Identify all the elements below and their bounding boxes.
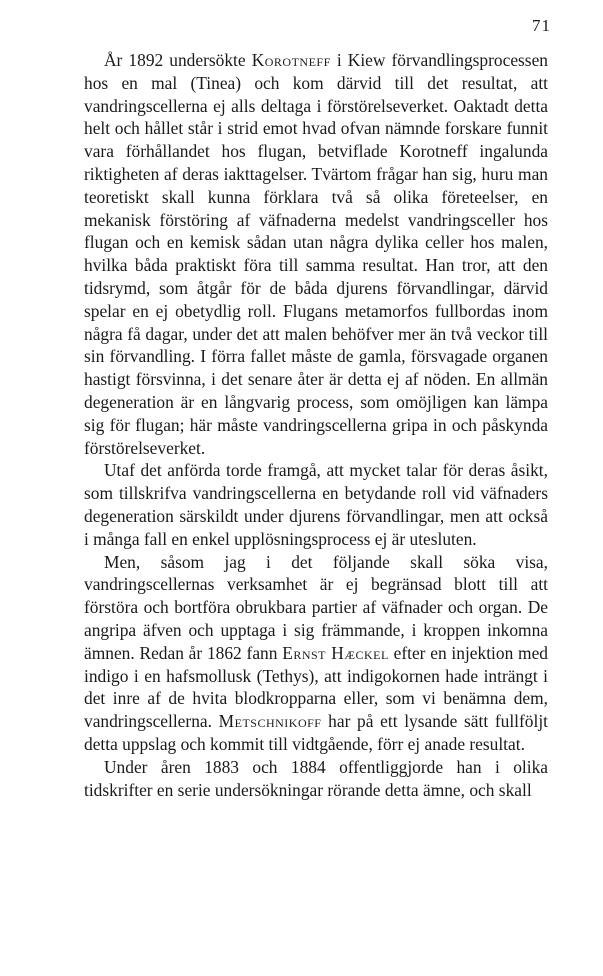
text-segment: har på ett lysande sätt fullföljt detta uppslag och kommit till vidtgående, förr ej anade resultat.	[84, 711, 548, 754]
body-text	[84, 49, 548, 801]
paragraph	[84, 551, 548, 756]
text-segment: efter en injektion med indigo i en hafsmollusk (Tethys), att indigokornen hade inträngt i det inre af de hvita blodkropparna eller, som vi benämna dem, vandringscellerna.	[84, 642, 548, 732]
text-segment: Utaf det anförda torde framgå, att mycket talar för deras åsikt, som tillskrifva vandringscellerna en betydande roll vid väfnaders degeneration särskildt under djurens förvandlingar, men att också i många fall en enkel upplösningsprocess ej är utesluten.	[84, 460, 548, 549]
author-name: Korotneff	[251, 50, 331, 70]
paragraph	[84, 459, 548, 550]
paragraph	[84, 49, 548, 459]
text-segment: i Kiew förvandlingsprocessen hos en mal (Tinea) och kom därvid till det resultat, att vandringscellerna ej alls deltaga i förstörelseverket. Oaktadt detta helt och hållet står i strid emot hvad ofvan nämnde forskare funnit vara förhållandet hos flugan, betviflade Korotneff ingalunda riktigheten af deras iakttagelser. Tvärtom frågar han sig, huru man teoretiskt skall kunna förklara två så olika företeelser, en mekanisk förstöring af väfnaderna medelst vandringsceller hos flugan och en kemisk sådan utan några dylika celler hos malen, hvilka båda praktiskt föra till samma resultat. Han tror, att den tidsrymd, som åtgår för de båda djurens förvandlingar, därvid spelar en ej obetydlig roll. Flugans metamorfos fullbordas inom några få dagar, under det att malen behöfver mer än två veckor till sin förvandling. I förra fallet måste de gamla, försvagade organen hastigt försvinna, i det senare åter är detta ej af nöden. En allmän degeneration är en långvarig process, som omöjligen kan lämpa sig för flugan; här måste vandringscellerna gripa in och påskynda förstörelseverket.	[84, 50, 548, 458]
text-segment: Men, såsom jag i det följande skall söka visa, vandringscellernas verksamhet är ej begränsad blott till att förstöra och bortföra obrukbara partier af väfnader och organ. De angripa äfven och upptaga i sig främmande, i kroppen inkomna ämnen. Redan år 1862 fann	[84, 551, 548, 663]
page-number: 71	[532, 16, 551, 35]
text-segment: Under åren 1883 och 1884 offentliggjorde han i olika tidskrifter en serie undersökningar rörande detta ämne, och skall	[84, 756, 548, 800]
author-name: Ernst Hæckel	[282, 642, 389, 663]
paragraph	[84, 756, 548, 802]
author-name: Metschnikoff	[218, 711, 322, 732]
text-segment: År 1892 undersökte	[104, 50, 252, 70]
